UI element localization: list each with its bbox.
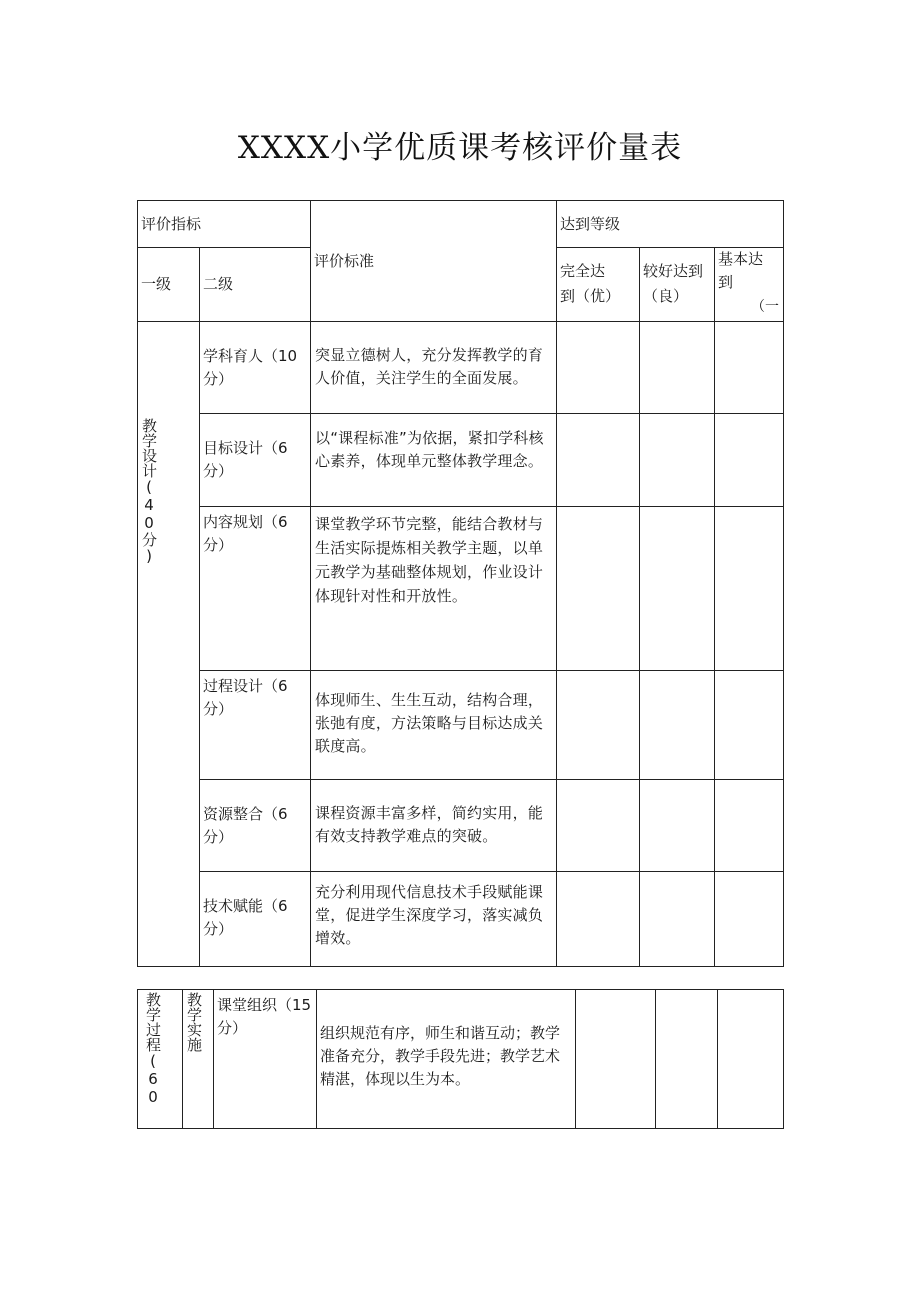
table-row <box>138 414 784 507</box>
header-level2: 二级 <box>200 248 311 322</box>
grade-cell-full[interactable] <box>576 990 656 1129</box>
header-level1: 一级 <box>138 248 200 322</box>
grade-cell-good[interactable] <box>640 322 715 414</box>
header-standard: 评价标准 <box>311 201 557 322</box>
header-grade-full <box>557 248 640 322</box>
grade-cell-basic[interactable] <box>715 671 784 780</box>
grade-cell-basic[interactable] <box>715 507 784 671</box>
grade-cell-full[interactable] <box>557 872 640 967</box>
grade-cell-basic[interactable] <box>715 322 784 414</box>
subcategory-cell: 目标设计（6分） <box>200 414 311 507</box>
header-grade: 达到等级 <box>557 201 784 248</box>
subcategory-label: 教学实施 <box>185 992 203 1052</box>
grade-cell-full[interactable] <box>557 322 640 414</box>
item-cell: 课堂组织（15分） <box>214 990 317 1129</box>
standard-cell: 突显立德树人，充分发挥教学的育人价值，关注学生的全面发展。 <box>311 322 557 414</box>
grade-cell-good[interactable] <box>656 990 718 1129</box>
page-title: XXXX小学优质课考核评价量表 <box>237 130 683 166</box>
header-grade-basic <box>715 248 784 322</box>
standard-cell: 组织规范有序，师生和谐互动；教学准备充分，教学手段先进；教学艺术精湛，体现以生为本。 <box>317 990 576 1129</box>
category-cell <box>138 322 200 967</box>
grade-cell-full[interactable] <box>557 507 640 671</box>
table-row <box>138 780 784 872</box>
category-cell <box>138 990 183 1129</box>
standard-cell: 课程资源丰富多样，简约实用，能有效支持教学难点的突破。 <box>311 780 557 872</box>
subcategory-cell: 资源整合（6分） <box>200 780 311 872</box>
standard-cell: 体现师生、生生互动，结构合理，张弛有度，方法策略与目标达成关联度高。 <box>311 671 557 780</box>
grade-cell-basic[interactable] <box>715 780 784 872</box>
standard-cell: 以“课程标准”为依据，紧扣学科核心素养，体现单元整体教学理念。 <box>311 414 557 507</box>
evaluation-table <box>137 200 784 967</box>
grade-cell-good[interactable] <box>640 872 715 967</box>
grade-basic-line1: 基本达 <box>718 250 764 268</box>
table-row <box>138 671 784 780</box>
evaluation-table-continued <box>137 989 784 1129</box>
grade-cell-good[interactable] <box>640 671 715 780</box>
grade-cell-good[interactable] <box>640 780 715 872</box>
table-row <box>138 990 784 1129</box>
table-row <box>138 872 784 967</box>
grade-cell-full[interactable] <box>557 414 640 507</box>
grade-cell-basic[interactable] <box>715 414 784 507</box>
grade-cell-full[interactable] <box>557 780 640 872</box>
grade-cell-basic[interactable] <box>718 990 784 1129</box>
subcategory-cell: 技术赋能（6分） <box>200 872 311 967</box>
standard-cell: 充分利用现代信息技术手段赋能课堂，促进学生深度学习，落实减负增效。 <box>311 872 557 967</box>
subcategory-cell <box>183 990 214 1129</box>
standard-cell: 课堂教学环节完整，能结合教材与生活实际提炼相关教学主题，以单元教学为基础整体规划，作业设计体现针对性和开放性。 <box>311 507 557 671</box>
grade-basic-line2: 到 <box>718 273 734 291</box>
table-row <box>138 322 784 414</box>
table-row <box>138 507 784 671</box>
category-label: 教学设计(40分) <box>140 418 158 565</box>
grade-cell-good[interactable] <box>640 414 715 507</box>
subcategory-cell: 过程设计（6分） <box>200 671 311 780</box>
grade-full-line1: 完全达 <box>560 262 606 280</box>
grade-good-line1: 较好达到 <box>643 262 704 280</box>
subcategory-cell: 学科育人（10分） <box>200 322 311 414</box>
subcategory-cell: 内容规划（6分） <box>200 507 311 671</box>
category-label: 教学过程(60 <box>144 992 162 1106</box>
grade-cell-full[interactable] <box>557 671 640 780</box>
grade-good-line2: （良） <box>643 287 689 305</box>
grade-basic-tail: （一 <box>751 299 780 315</box>
grade-full-line2: 到（优） <box>560 287 621 305</box>
grade-cell-good[interactable] <box>640 507 715 671</box>
header-indicator: 评价指标 <box>138 201 311 248</box>
header-grade-good <box>640 248 715 322</box>
grade-cell-basic[interactable] <box>715 872 784 967</box>
